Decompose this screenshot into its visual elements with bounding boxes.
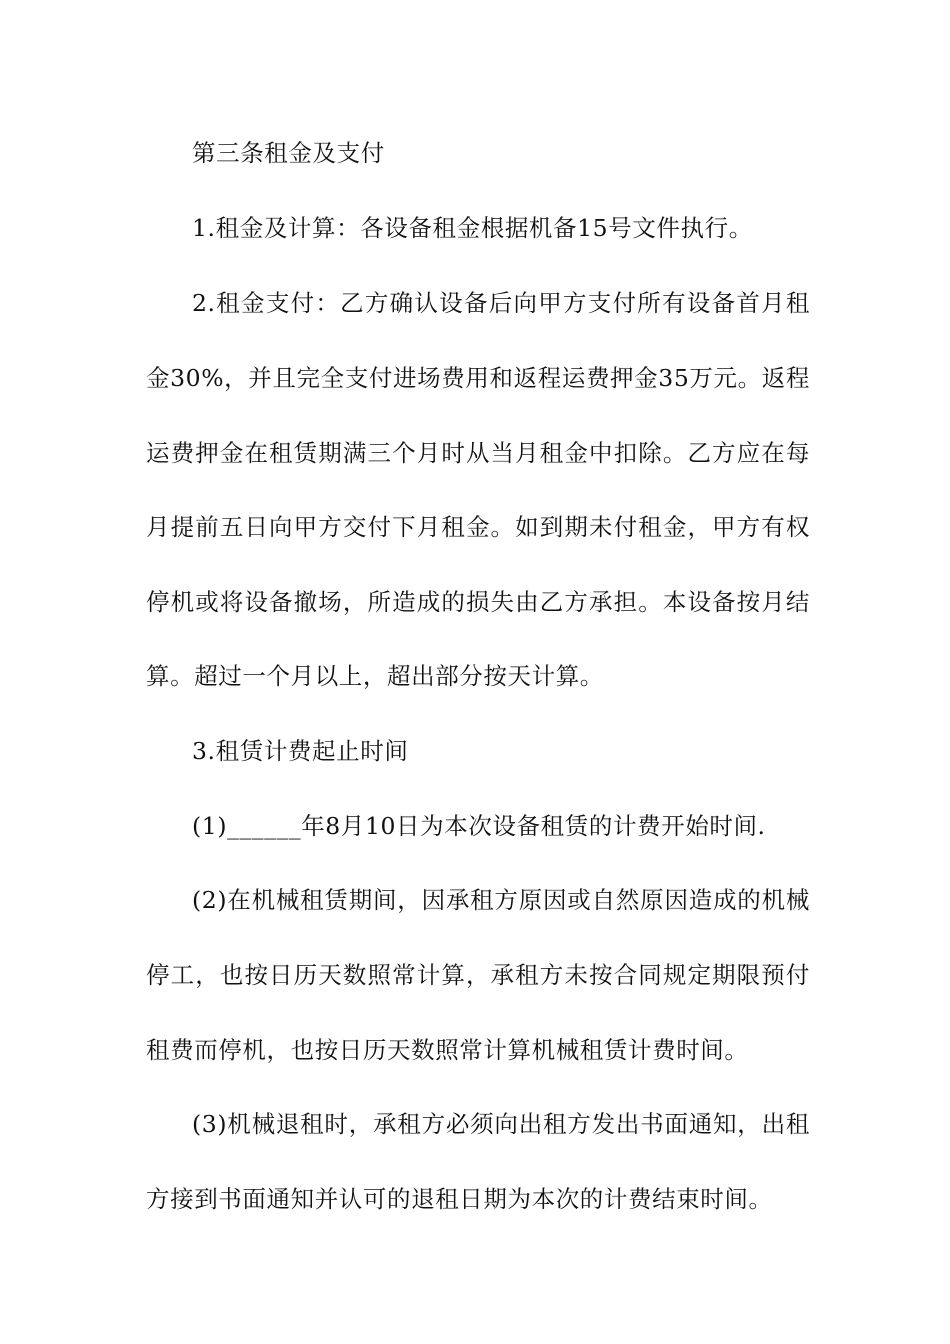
section-heading: 第三条租金及支付 [192,139,385,167]
subsection-heading: 3.租赁计费起止时间 [192,737,409,765]
paragraph-line: 金30%，并且完全支付进场费用和返程运费押金35万元。返程 [146,364,810,392]
paragraph-line: (2)在机械租赁期间，因承租方原因或自然原因造成的机械 [192,886,810,914]
paragraph-line: 算。超过一个月以上，超出部分按天计算。 [146,662,604,690]
paragraph-line: 租费而停机，也按日历天数照常计算机械租赁计费时间。 [146,1036,749,1064]
paragraph-line: (3)机械退租时，承租方必须向出租方发出书面通知，出租 [192,1110,810,1138]
paragraph-line: 停工，也按日历天数照常计算，承租方未按合同规定期限预付 [146,961,810,989]
paragraph-line: 运费押金在租赁期满三个月时从当月租金中扣除。乙方应在每 [146,439,810,467]
paragraph-line: 停机或将设备撤场，所造成的损失由乙方承担。本设备按月结 [146,588,810,616]
paragraph-line: 1.租金及计算：各设备租金根据机备15号文件执行。 [192,214,753,242]
paragraph-line: (1)______年8月10日为本次设备租赁的计费开始时间. [192,812,766,840]
paragraph-line: 方接到书面通知并认可的退租日期为本次的计费结束时间。 [146,1185,773,1213]
paragraph-line: 月提前五日向甲方交付下月租金。如到期未付租金，甲方有权 [146,513,810,541]
paragraph-line: 2.租金支付：乙方确认设备后向甲方支付所有设备首月租 [192,289,810,317]
